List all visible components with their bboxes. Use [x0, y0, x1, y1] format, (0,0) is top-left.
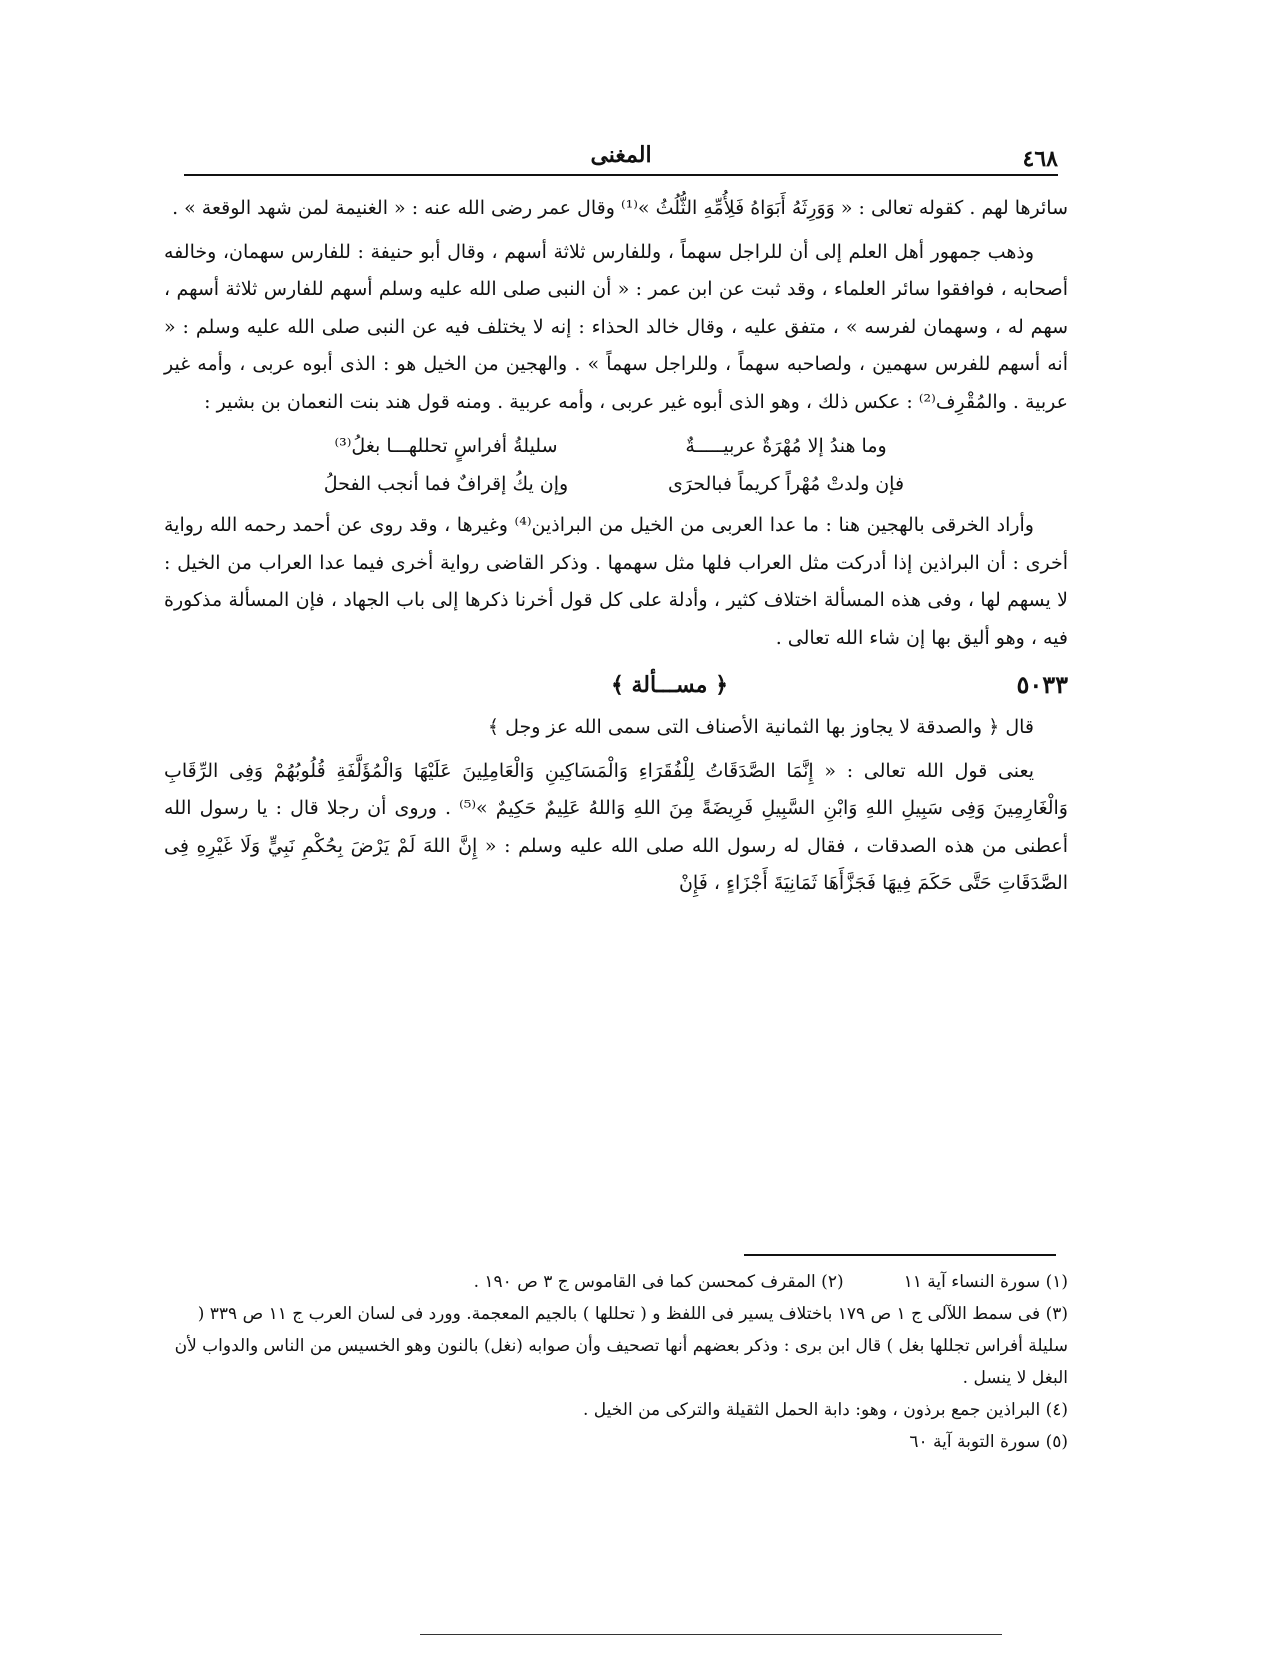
- footnote-row: [164, 1266, 1068, 1298]
- masala-commentary: يعنى قول الله تعالى : « إِنَّمَا الصَّدَقَاتُ لِلْفُقَرَاءِ وَالْمَسَاكِينِ وَالْعَامِلِينَ عَلَيْهَا وَالْمُؤَلَّفَةِ قُلُوبُهُمْ وَفِى الرِّقَابِ وَالْغَارِمِينَ وَفِى سَبِيلِ اللهِ وَابْنِ السَّبِيلِ فَرِيضَةً مِنَ اللهِ وَاللهُ عَلِيمٌ حَكِيمٌ »⁽⁵⁾ . وروى أن رجلا قال : يا رسول الله أعطنى من هذه الصدقات ، فقال له رسول الله صلى الله عليه وسلم : « إِنَّ اللهَ لَمْ يَرْضَ بِحُكْمِ نَبِيٍّ وَلَا غَيْرِهِ فِى الصَّدَقَاتِ حَتَّى حَكَمَ فِيهَا فَجَزَّأَهَا ثَمَانِيَةَ أَجْزَاءٍ ، فَإِنْ: [164, 759, 1068, 894]
- page-header: [184, 128, 1058, 172]
- main-text: [164, 190, 1068, 909]
- poem-verse: [164, 465, 1068, 503]
- verse-first-hemistich: وما هندُ إلا مُهْرَةٌ عربيـــــةٌ: [685, 435, 887, 457]
- masala-heading: [164, 663, 1068, 707]
- bottom-rule: [420, 1634, 1002, 1635]
- footnote-5: (٥) سورة التوبة آية ٦٠: [909, 1432, 1068, 1452]
- footnote-4: (٤) البراذين جمع برذون ، وهو: دابة الحمل الثقيلة والترکى من الخيل .: [582, 1400, 1068, 1420]
- paragraph-3: وأراد الخرقى بالهجين هنا : ما عدا العربى من الخيل من البراذين⁽⁴⁾ وغيرها ، وقد روى عن أحمد رحمه الله رواية أخرى : أن البراذين إذا أدركت مثل العراب فلها مثل سهمها . وذكر القاضى رواية أخرى فيما عدا العراب من الخيل : لا يسهم لها ، وفى هذه المسألة اختلاف كثير ، وأدلة على كل قول أخرنا ذكرها إلى باب الجهاد ، فإن المسألة مذكورة فيه ، وهو أليق بها إن شاء الله تعالى .: [164, 514, 1068, 649]
- page-number: ٤٦٨: [1022, 146, 1058, 172]
- footnote-3: (٣) فى سمط اللآلى ج ١ ص ١٧٩ باختلاف يسير فى اللفظ و ( تحللها ) بالجيم المعجمة. وورد فى لسان العرب ج ١١ ص ٣٣٩ ( سليلة أفراس تجللها بغل ) قال ابن برى : وذكر بعضهم أنها تصحيف وأن صوابه (نغل) بالنون وهو الخسيس من الناس والدواب لأن البغل لا ينسل .: [174, 1304, 1068, 1388]
- masala-number: ٥٠٣٣: [1016, 670, 1068, 699]
- poem-verse: [164, 427, 1068, 465]
- footnotes: [164, 1266, 1068, 1458]
- paragraph-1: سائرها لهم . كقوله تعالى : « وَوَرِثَهُ أَبَوَاهُ فَلِأُمِّهِ الثُّلُثُ »⁽¹⁾ وقال عمر رضى الله عنه : « الغنيمة لمن شهد الوقعة » .: [172, 197, 1068, 219]
- paragraph-2: وذهب جمهور أهل العلم إلى أن للراجل سهماً ، وللفارس ثلاثة أسهم ، وقال أبو حنيفة : للفارس سهمان، وخالفه أصحابه ، فوافقوا سائر العلماء ، وقد ثبت عن ابن عمر : « أن النبى صلى الله عليه وسلم أسهم للفارس ثلاثة أسهم ، سهم له ، وسهمان لفرسه » ، متفق عليه ، وقال خالد الحذاء : إنه لا يختلف فيه عن النبى صلى الله عليه وسلم : « أنه أسهم للفرس سهمين ، ولصاحبه سهماً ، وللراجل سهماً » . والهجين من الخيل هو : الذى أبوه عربى ، وأمه غير عربية . والمُقْرِف⁽²⁾ : عكس ذلك ، وهو الذى أبوه غير عربى ، وأمه عربية . ومنه قول هند بنت النعمان بن بشير :: [164, 240, 1068, 413]
- footnote-2: (٢) المقرف كمحسن كما فى القاموس ج ٣ ص ١٩٠ .: [473, 1272, 844, 1292]
- verse-second-hemistich: وإن يكُ إقرافٌ فما أنجب الفحلُ: [323, 473, 569, 495]
- verse-second-hemistich: سليلةُ أفراسٍ تحللهـــا بغلُ⁽³⁾: [334, 435, 558, 457]
- masala-statement: قال ﴿ والصدقة لا يجاوز بها الثمانية الأصناف التى سمى الله عز وجل ﴾: [487, 716, 1034, 738]
- masala-title: ﴿ مســـألة ﴾: [610, 672, 728, 698]
- header-rule: [184, 174, 1058, 176]
- footnote-1: (١) سورة النساء آية ١١: [903, 1272, 1068, 1292]
- footnote-rule: [744, 1254, 1056, 1256]
- verse-first-hemistich: فإن ولدتْ مُهْراً كريماً فبالحرَى: [667, 473, 905, 495]
- poem: [164, 427, 1068, 503]
- running-title: المغنى: [590, 142, 652, 168]
